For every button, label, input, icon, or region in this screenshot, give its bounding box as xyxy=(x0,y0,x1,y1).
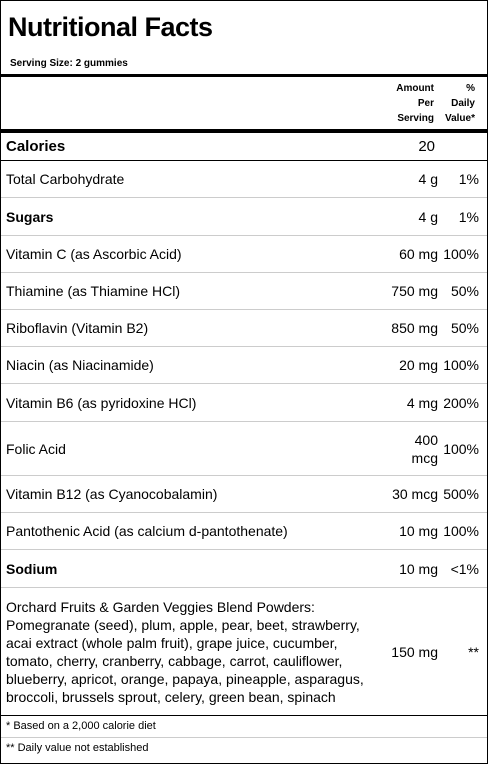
nutrient-amount: 4 g xyxy=(418,171,438,187)
nutrient-daily-value: <1% xyxy=(450,560,479,577)
footnote-daily-value: * Based on a 2,000 calorie diet xyxy=(6,720,156,732)
nutrient-row xyxy=(1,476,487,513)
header-dv-line: Daily xyxy=(451,98,475,109)
header-amount-line: Amount xyxy=(396,83,434,94)
nutrient-row xyxy=(1,273,487,310)
nutrient-name: Niacin (as Niacinamide) xyxy=(6,357,154,373)
nutrient-amount: 60 mg xyxy=(399,246,438,262)
nutrient-amount: 4 mg xyxy=(406,394,438,411)
blend-description xyxy=(6,589,386,715)
nutrient-row xyxy=(1,384,487,422)
nutrient-daily-value: 1% xyxy=(458,208,479,225)
nutrient-row xyxy=(1,513,487,550)
header-amount-line: Per xyxy=(417,98,434,109)
footnote-not-established: ** Daily value not established xyxy=(6,742,149,754)
nutrient-name: Thiamine (as Thiamine HCl) xyxy=(6,283,181,299)
nutrient-daily-value: 100% xyxy=(443,246,479,262)
nutrient-row xyxy=(1,161,487,198)
calories-label: Calories xyxy=(6,137,66,155)
nutrient-amount: 10 mg xyxy=(399,560,438,577)
nutrient-amount-line: 400 xyxy=(414,431,438,448)
serving-size: Serving Size: 2 gummies xyxy=(10,58,128,69)
blend-line: broccoli, brussels sprout, celery, green bean, spinach xyxy=(6,689,336,705)
nutrient-row xyxy=(1,550,487,588)
nutrient-amount: 850 mg xyxy=(391,320,438,336)
nutrient-daily-value: 1% xyxy=(458,171,479,187)
blend-line: acai extract (whole palm fruit), grape juice, cucumber, xyxy=(6,635,338,651)
nutrient-amount: 20 mg xyxy=(399,357,438,373)
nutrient-row xyxy=(1,347,487,384)
nutrient-name: Pantothenic Acid (as calcium d-pantothenate) xyxy=(6,523,288,539)
nutrient-daily-value: 50% xyxy=(450,320,479,336)
nutrient-daily-value: 100% xyxy=(443,440,479,457)
thick-rule-top xyxy=(1,74,487,77)
nutrient-daily-value: 100% xyxy=(443,523,479,539)
nutrient-name: Sugars xyxy=(6,208,54,225)
nutrient-daily-value: 100% xyxy=(443,357,479,373)
amount-per-serving-header xyxy=(396,81,434,126)
nutrient-daily-value: ** xyxy=(468,644,479,660)
nutrient-row-blend xyxy=(1,589,487,715)
daily-value-header xyxy=(445,81,475,126)
nutrient-name: Sodium xyxy=(6,560,58,577)
blend-line: blueberry, apricot, orange, papaya, pineapple, asparagus, xyxy=(6,671,364,687)
panel-title: Nutritional Facts xyxy=(8,12,213,42)
header-amount-line: Serving xyxy=(397,113,434,124)
nutrient-daily-value: 200% xyxy=(443,394,479,411)
blend-line: Orchard Fruits & Garden Veggies Blend Powders: xyxy=(6,599,315,615)
nutrient-amount xyxy=(412,422,438,475)
nutrient-row xyxy=(1,236,487,273)
calories-amount: 20 xyxy=(418,137,435,155)
footnote-divider xyxy=(1,737,487,738)
blend-line: Pomegranate (seed), plum, apple, pear, beet, strawberry, xyxy=(6,617,360,633)
rule-footnotes xyxy=(1,715,487,716)
nutrient-amount: 10 mg xyxy=(399,523,438,539)
calories-row xyxy=(1,133,487,161)
nutrient-amount: 150 mg xyxy=(391,644,438,660)
nutrient-amount: 750 mg xyxy=(391,283,438,299)
nutrient-name: Vitamin C (as Ascorbic Acid) xyxy=(6,246,182,262)
nutrient-amount: 30 mcg xyxy=(392,486,438,502)
nutrient-amount-line: mcg xyxy=(411,449,438,466)
nutrient-row xyxy=(1,422,487,476)
nutrient-daily-value: 50% xyxy=(450,283,479,299)
nutrient-name: Vitamin B12 (as Cyanocobalamin) xyxy=(6,486,218,502)
nutrient-name: Vitamin B6 (as pyridoxine HCl) xyxy=(6,394,197,411)
header-dv-line: Value* xyxy=(444,113,475,124)
nutrient-row xyxy=(1,198,487,236)
nutrient-name: Folic Acid xyxy=(6,440,66,457)
header-dv-line: % xyxy=(466,83,475,94)
nutrient-daily-value: 500% xyxy=(443,486,479,502)
blend-line: tomato, cherry, cranberry, cabbage, carrot, cauliflower, xyxy=(6,653,343,669)
nutrient-name: Riboflavin (Vitamin B2) xyxy=(6,320,149,336)
nutrient-amount: 4 g xyxy=(418,208,438,225)
nutrient-row xyxy=(1,310,487,347)
nutrient-name: Total Carbohydrate xyxy=(6,171,125,187)
